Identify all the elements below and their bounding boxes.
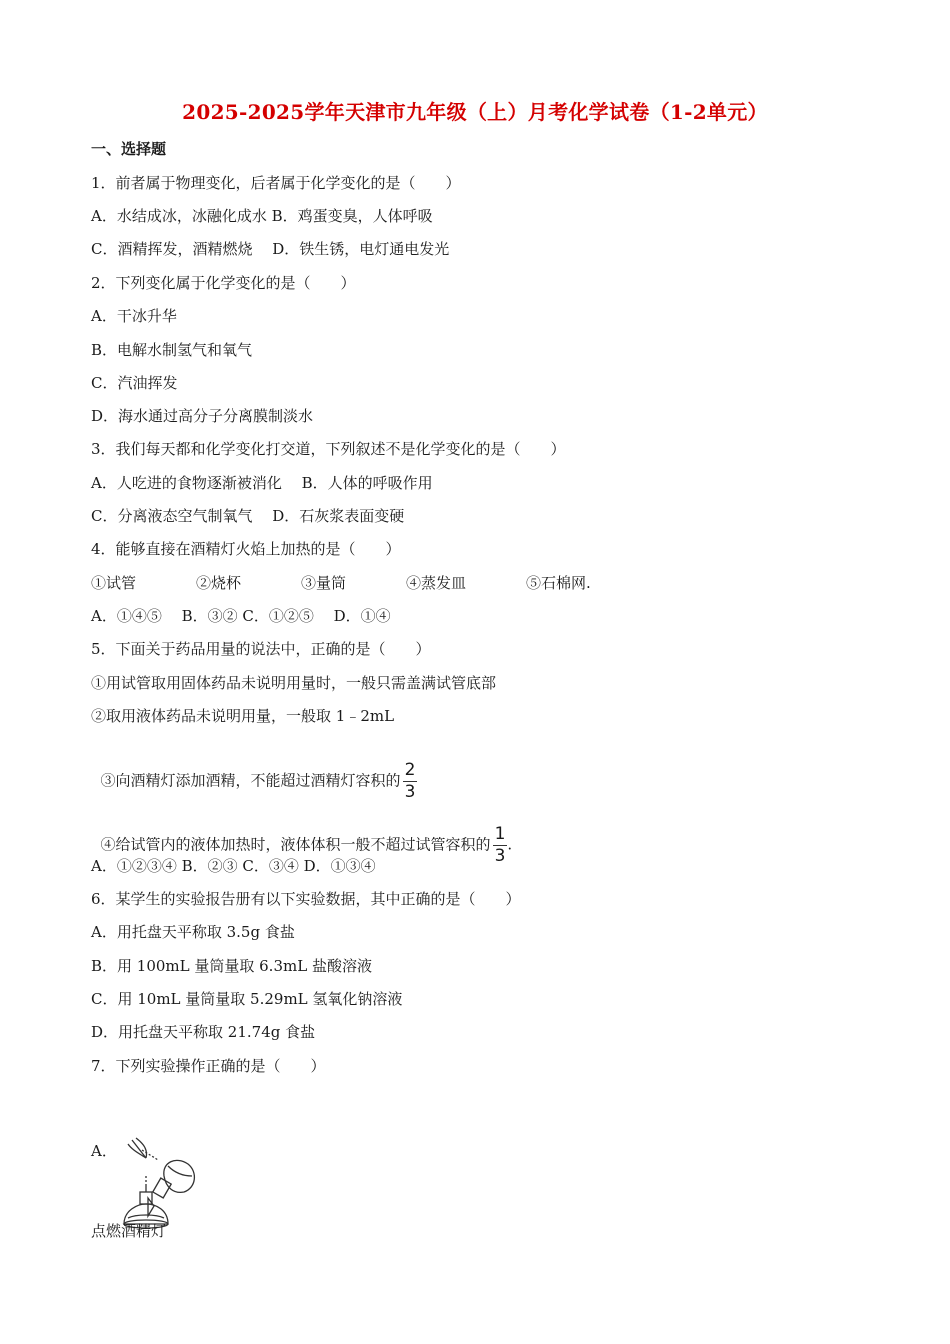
fraction-two-thirds [403, 762, 418, 801]
question-3-options-cd: C．分离液态空气制氧气 D．石灰浆表面变硬 [91, 507, 405, 525]
question-5-item-2: ②取用液体药品未说明用量，一般取 1﹣2mL [91, 707, 395, 725]
question-2-stem: 2．下列变化属于化学变化的是（ ） [91, 274, 356, 292]
question-4-stem: 4．能够直接在酒精灯火焰上加热的是（ ） [91, 540, 401, 558]
question-3-options-ab: A．人吃进的食物逐渐被消化 B．人体的呼吸作用 [91, 474, 433, 492]
question-6-option-a: A．用托盘天平称取 3.5g 食盐 [91, 923, 295, 941]
fraction-numerator: 2 [404, 760, 416, 780]
question-6-stem: 6．某学生的实验报告册有以下实验数据，其中正确的是（ ） [91, 890, 521, 908]
question-7-option-a-label: A． [91, 1142, 117, 1160]
question-5-stem: 5．下面关于药品用量的说法中，正确的是（ ） [91, 640, 431, 658]
question-2-option-a: A．干冰升华 [91, 307, 177, 325]
question-7-stem: 7．下列实验操作正确的是（ ） [91, 1057, 326, 1075]
question-4-items: ①试管 ②烧杯 ③量筒 ④蒸发皿 ⑤石棉网. [91, 574, 591, 592]
figure-caption: 点燃酒精灯 [91, 1222, 167, 1240]
question-3-stem: 3．我们每天都和化学变化打交道，下列叙述不是化学变化的是（ ） [91, 440, 566, 458]
item-3-text: ③向酒精灯添加酒精，不能超过酒精灯容积的 [100, 771, 401, 790]
question-1-options-cd: C．酒精挥发，酒精燃烧 D．铁生锈，电灯通电发光 [91, 240, 450, 258]
question-5-options: A．①②③④ B．②③ C．③④ D．①③④ [91, 857, 376, 875]
item-4-tail: . [507, 835, 513, 854]
question-5-item-1: ①用试管取用固体药品未说明用量时，一般只需盖满试管底部 [91, 674, 497, 692]
question-6-option-b: B．用 100mL 量筒量取 6.3mL 盐酸溶液 [91, 957, 372, 975]
question-6-option-d: D．用托盘天平称取 21.74g 食盐 [91, 1023, 316, 1041]
question-5-item-3 [91, 744, 417, 801]
question-1-options-ab: A．水结成冰，冰融化成水 B．鸡蛋变臭，人体呼吸 [91, 207, 433, 225]
question-1-stem: 1．前者属于物理变化，后者属于化学变化的是（ ） [91, 174, 461, 192]
question-4-options: A．①④⑤ B．③② C．①②⑤ D．①④ [91, 607, 391, 625]
fraction-numerator: 1 [494, 824, 506, 844]
question-2-option-d: D．海水通过高分子分离膜制淡水 [91, 407, 314, 425]
question-2-option-c: C．汽油挥发 [91, 374, 178, 392]
fraction-denominator: 3 [494, 846, 506, 866]
question-2-option-b: B．电解水制氢气和氧气 [91, 341, 253, 359]
question-6-option-c: C．用 10mL 量筒量取 5.29mL 氢氧化钠溶液 [91, 990, 403, 1008]
section-heading: 一、选择题 [91, 140, 167, 158]
page-title: 2025-2025学年天津市九年级（上）月考化学试卷（1-2单元） [182, 100, 768, 124]
fraction-one-third [493, 826, 508, 865]
fraction-denominator: 3 [404, 782, 416, 802]
item-4-text: ④给试管内的液体加热时，液体体积一般不超过试管容积的 [100, 835, 491, 854]
